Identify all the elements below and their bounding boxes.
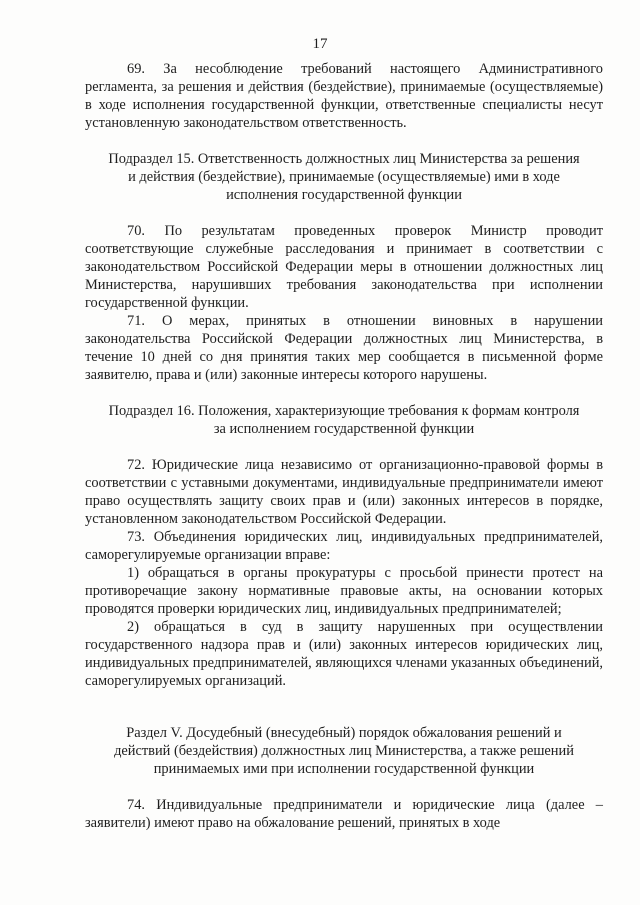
paragraph-74: 74. Индивидуальные предприниматели и юридические лица (далее – заявители) имеют право на обжалование решений, принятых в ходе [85,797,603,831]
paragraph-69: 69. За несоблюдение требований настоящего Административного регламента, за решения и действия (бездействие), принимаемые (осуществляемые) в ходе исполнения государственной функции, ответственные специалисты несут установленную законодательством ответственность. [85,61,603,131]
paragraph-70: 70. По результатам проведенных проверок Министр проводит соответствующие служебные расследования и принимает в соответствии с законодательством Российской Федерации меры в отношении должностных лиц Министерства, нарушивших требования законодательства при исполнении государственной функции. [85,223,603,311]
paragraph-73-item-1: 1) обращаться в органы прокуратуры с просьбой принести протест на противоречащие закону нормативные правовые акты, на основании которых проводятся проверки юридических лиц, индивидуальных предпринимателей; [85,565,603,617]
paragraph-73-item-2: 2) обращаться в суд в защиту нарушенных при осуществлении государственного надзора прав и (или) законных интересов юридических лиц, индивидуальных предпринимателей, являющихся членами указанных объединений, саморегулируемых организаций. [85,619,603,689]
subsection-15-heading: Подраздел 15. Ответственность должностных лиц Министерства за решения и действия (бездействие), принимаемые (осуществляемые) ими в ходе исполнения государственной функции [108,151,580,203]
document-body [85,60,603,832]
subsection-16-heading: Подраздел 16. Положения, характеризующие требования к формам контроля за исполнением государственной функции [108,403,580,437]
page-number: 17 [312,36,328,52]
paragraph-72: 72. Юридические лица независимо от организационно-правовой формы в соответствии с уставными документами, индивидуальные предприниматели имеют право осуществлять защиту своих прав и (или) законных интересов в порядке, установленном законодательством Российской Федерации. [85,457,603,527]
paragraph-71: 71. О мерах, принятых в отношении виновных в нарушении законодательства Российской Федерации должностных лиц Министерства, в течение 10 дней со дня принятия таких мер сообщается в письменной форме заявителю, права и (или) законные интересы которого нарушены. [85,313,603,383]
section-5-heading: Раздел V. Досудебный (внесудебный) порядок обжалования решений и действий (бездействия) должностных лиц Министерства, а также решений принимаемых ими при исполнении государственной функции [114,725,574,777]
paragraph-73: 73. Объединения юридических лиц, индивидуальных предпринимателей, саморегулируемые организации вправе: [85,529,603,563]
